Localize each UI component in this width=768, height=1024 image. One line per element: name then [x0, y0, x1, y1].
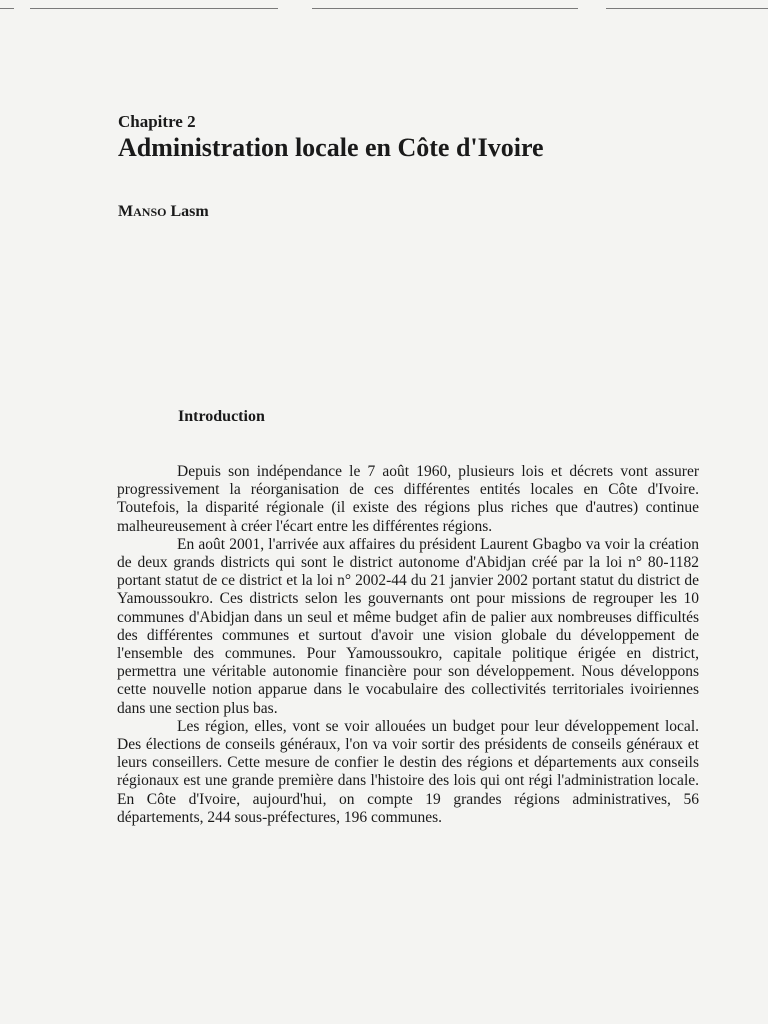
author-surname-smallcaps: ANSO [133, 205, 167, 219]
section-heading: Introduction [178, 408, 265, 425]
author-surname-initial: M [118, 203, 134, 220]
scan-artifact-line [312, 8, 578, 9]
scan-artifact-line [606, 8, 768, 9]
scan-artifact-line [30, 8, 278, 9]
paragraph: Depuis son indépendance le 7 août 1960, plusieurs lois et décrets vont assurer progressivement la réorganisation de ces différentes entités locales en Côte d'Ivoire. Toutefois, la disparité régionale (il existe des régions plus riches que d'autres) continue malheureusement à créer l'écart entre les différentes régions. [117, 463, 699, 535]
chapter-label: Chapitre 2 [118, 112, 196, 131]
paragraph: Les région, elles, vont se voir allouées un budget pour leur développement local. Des élections de conseils généraux, l'on va voir sortir des présidents de conseils généraux et leurs conseillers. Cette mesure de confier le destin des régions et départements aux conseils régionaux est une grande première dans l'histoire des lois qui ont régi l'administration locale. En Côte d'Ivoire, aujourd'hui, on compte 19 grandes régions administratives, 56 départements, 244 sous-préfectures, 196 communes. [117, 717, 699, 826]
scan-artifact-line [0, 8, 14, 9]
chapter-title: Administration locale en Côte d'Ivoire [118, 133, 544, 162]
paragraph: En août 2001, l'arrivée aux affaires du président Laurent Gbagbo va voir la création de deux grands districts qui sont le district autonome d'Abidjan créé par la loi n° 80-1182 portant statut de ce district et la loi n° 2002-44 du 21 janvier 2002 portant statut du district de Yamoussoukro. Ces districts selon les gouvernants ont pour missions de regrouper les 10 communes d'Abidjan dans un seul et même budget afin de palier aux nombreuses difficultés des différentes communes et surtout d'avoir une vision globale du développement de l'ensemble des communes. Pour Yamoussoukro, capitale politique érigée en district, permettra une véritable autonomie financière pour son développement. Nous développons cette nouvelle notion apparue dans le vocabulaire des collectivités territoriales ivoiriennes dans une section plus bas. [117, 535, 699, 717]
body-text [117, 463, 699, 827]
author-name [118, 202, 209, 222]
author-given-name: Lasm [170, 203, 209, 220]
